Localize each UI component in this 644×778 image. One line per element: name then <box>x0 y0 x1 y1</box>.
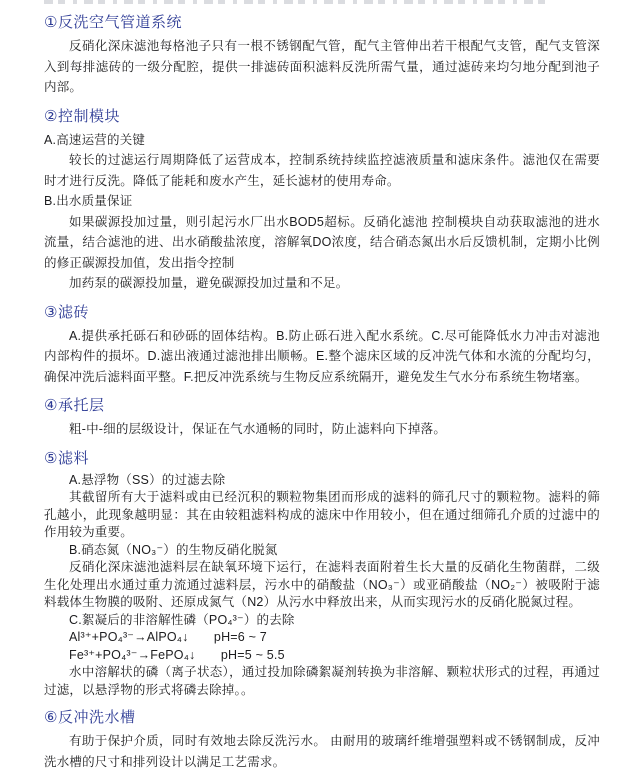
paragraph: 粗-中-细的层级设计，保证在气水通畅的同时，防止滤料向下掉落。 <box>69 422 447 436</box>
paragraph: 水中溶解状的磷（离子状态），通过投加除磷絮凝剂转换为非溶解、颗粒状形式的过程，再通过过滤，以悬浮物的形式将磷去除掉。。 <box>44 665 600 697</box>
section-5 <box>44 450 600 700</box>
paragraph: 如果碳源投加过量，则引起污水厂出水BOD5超标。反硝化滤池 控制模块自动获取滤池的进水流量，结合滤池的进、出水硝酸盐浓度，溶解氧DO浓度，结合硝态氮出水后反馈机制，定期小比例的修正碳源投加值，发出指令控制 <box>44 214 600 270</box>
section-3 <box>44 304 600 388</box>
subheading-b: B.硝态氮（NO₃⁻）的生物反硝化脱氮 <box>69 542 278 557</box>
paragraph: 有助于保护介质，同时有效地去除反洗污水。 由耐用的玻璃纤维增强塑料或不锈钢制成，反冲洗水槽的尺寸和排列设计以满足工艺需求。 <box>44 734 600 769</box>
subheading-a: A.高速运营的关键 <box>44 132 146 147</box>
subheading-b: B.出水质量保证 <box>44 194 133 208</box>
section-1 <box>44 14 600 98</box>
paragraph: 较长的过滤运行周期降低了运营成本，控制系统持续监控滤液质量和滤床条件。滤池仅在需要时才进行反洗。降低了能耗和废水产生，延长滤材的使用寿命。 <box>44 153 600 188</box>
section-2 <box>44 108 600 294</box>
clipped-text-remnant <box>44 0 549 4</box>
paragraph: A.提供承托砾石和砂砾的固体结构。B.防止砾石进入配水系统。C.尽可能降低水力冲击对滤池内部构件的损坏。D.滤出液通过滤池排出顺畅。E.整个滤床区域的反冲洗气体和水流的分配均匀，确保冲洗后滤料面平整。F.把反冲洗系统与生物反应系统隔开，避免发生气水分布系统生物堵塞。 <box>44 328 600 384</box>
section-heading: ⑥反冲洗水槽 <box>44 709 136 726</box>
section-heading: ③滤砖 <box>44 303 89 321</box>
formula-fe: Fe³⁺+PO₄³⁻→FePO₄↓ pH=5 ~ 5.5 <box>69 647 285 662</box>
paragraph: 其截留所有大于滤料或由已经沉积的颗粒物集团而形成的滤料的筛孔尺寸的颗粒物。滤料的筛孔越小，此现象越明显：其在由较粗滤料构成的滤床中作用较小，但在通过细筛孔介质的过滤中的作用较为重要。 <box>44 490 600 539</box>
subheading-a: A.悬浮物（SS）的过滤去除 <box>69 472 226 487</box>
subheading-c: C.絮凝后的非溶解性磷（PO₄³⁻）的去除 <box>69 612 295 627</box>
section-heading: ④承托层 <box>44 397 105 414</box>
paragraph: 反硝化深床滤池滤料层在缺氧环境下运行，在滤料表面附着生长大量的反硝化生物菌群，二级生化处理出水通过重力流通过滤料层，污水中的硝酸盐（NO₃⁻）或亚硝酸盐（NO₂⁻）被吸附于滤料载体生物膜的吸附、还原成氮气（N2）从污水中释放出来，从而实现污水的反硝化脱氮过程。 <box>44 560 600 609</box>
section-heading: ⑤滤料 <box>44 449 89 467</box>
section-heading: ①反洗空气管道系统 <box>44 14 182 31</box>
section-4 <box>44 397 600 440</box>
section-heading: ②控制模块 <box>44 107 120 125</box>
formula-al: Al³⁺+PO₄³⁻→AlPO₄↓ pH=6 ~ 7 <box>69 630 267 644</box>
paragraph: 反硝化深床滤池每格池子只有一根不锈钢配气管，配气主管伸出若干根配气支管，配气支管深入到每排滤砖的一级分配腔，提供一排滤砖面积滤料反洗所需气量，通过滤砖来均匀地分配到池子内部。 <box>44 39 600 94</box>
section-6 <box>44 709 600 772</box>
paragraph: 加药泵的碳源投加量，避免碳源投加过量和不足。 <box>69 276 349 290</box>
